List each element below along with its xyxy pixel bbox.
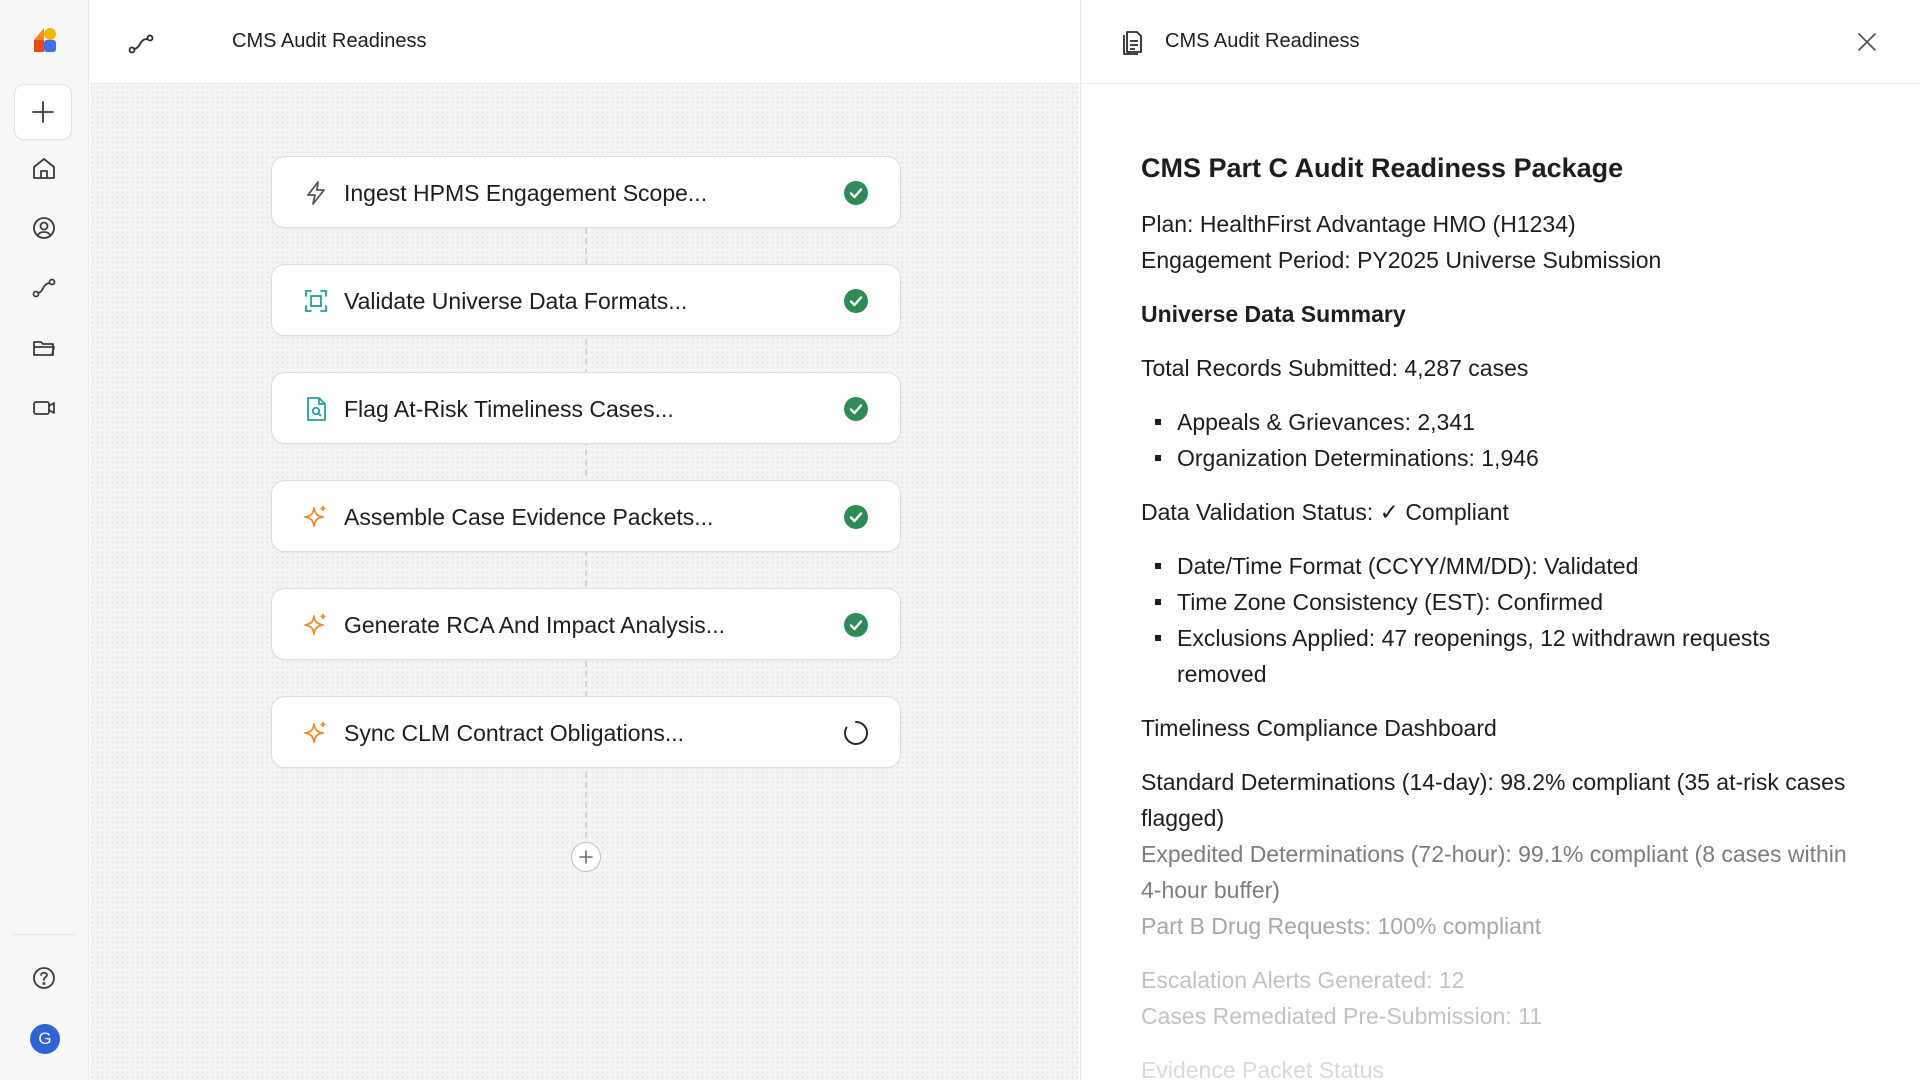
check-circle-icon — [842, 395, 870, 423]
step-label: Assemble Case Evidence Packets... — [344, 504, 714, 530]
sparkle-icon — [302, 719, 330, 747]
close-icon[interactable] — [1855, 30, 1879, 54]
validation-status-text: Data Validation Status: ✓ Compliant — [1141, 499, 1509, 525]
folder-icon — [30, 334, 58, 362]
check-circle-icon — [842, 503, 870, 531]
nav-home[interactable] — [20, 144, 68, 192]
user-avatar[interactable]: G — [30, 1024, 60, 1054]
scan-icon — [302, 287, 330, 315]
check-circle-icon — [842, 287, 870, 315]
workflow-icon — [30, 274, 58, 302]
step-label: Sync CLM Contract Obligations... — [344, 720, 685, 746]
dashboard-heading: Timeliness Compliance Dashboard — [1141, 715, 1497, 741]
universe-heading: Universe Data Summary — [1141, 301, 1406, 327]
standard-determinations-text: Standard Determinations (14-day): 98.2% compliant (35 at-risk cases flagged) — [1141, 769, 1846, 831]
list-item: Exclusions Applied: 47 reopenings, 12 withdrawn requests removed — [1141, 620, 1861, 692]
workflow-step[interactable] — [271, 588, 901, 660]
rail-divider — [13, 934, 75, 935]
bolt-icon — [302, 179, 330, 207]
panel-header — [1081, 0, 1920, 84]
add-step-button[interactable] — [571, 842, 601, 872]
list-item: Appeals & Grievances: 2,341 — [1141, 404, 1861, 440]
workflow-step[interactable] — [271, 480, 901, 552]
app-logo[interactable] — [28, 22, 62, 56]
check-circle-icon — [842, 611, 870, 639]
validation-list — [1141, 548, 1861, 692]
step-label: Flag At-Risk Timeliness Cases... — [344, 396, 674, 422]
help-button[interactable] — [20, 954, 68, 1002]
panel-title: CMS Audit Readiness — [1165, 30, 1360, 52]
panel-content — [1141, 150, 1861, 1080]
nav-workflows[interactable] — [20, 264, 68, 312]
total-records-text: Total Records Submitted: 4,287 cases — [1141, 355, 1529, 381]
nav-folders[interactable] — [20, 324, 68, 372]
plus-icon — [578, 849, 594, 865]
partb-text: Part B Drug Requests: 100% compliant — [1141, 913, 1542, 939]
left-rail — [0, 0, 89, 1080]
list-item: Time Zone Consistency (EST): Confirmed — [1141, 584, 1861, 620]
step-label: Ingest HPMS Engagement Scope... — [344, 180, 708, 206]
check-circle-icon — [842, 179, 870, 207]
detail-panel — [1080, 0, 1920, 1080]
nav-video[interactable] — [20, 384, 68, 432]
document-icon — [1119, 28, 1147, 56]
workflow-step[interactable] — [271, 264, 901, 336]
plus-icon — [29, 98, 57, 126]
workflow-step[interactable] — [271, 696, 901, 768]
evidence-status-text: Evidence Packet Status — [1141, 1057, 1384, 1080]
workflow-step[interactable] — [271, 372, 901, 444]
sparkle-icon — [302, 503, 330, 531]
workflow-canvas — [90, 0, 1079, 1080]
workflow-icon — [125, 28, 157, 60]
file-search-icon — [302, 395, 330, 423]
plan-text: Plan: HealthFirst Advantage HMO (H1234) — [1141, 211, 1576, 237]
expedited-determinations-text: Expedited Determinations (72-hour): 99.1% compliant (8 cases within 4-hour buffer) — [1141, 841, 1847, 903]
escalation-text: Escalation Alerts Generated: 12 — [1141, 967, 1465, 993]
step-label: Generate RCA And Impact Analysis... — [344, 612, 725, 638]
list-item: Date/Time Format (CCYY/MM/DD): Validated — [1141, 548, 1861, 584]
workflow-step[interactable] — [271, 156, 901, 228]
canvas-topbar — [90, 0, 1079, 84]
video-icon — [30, 394, 58, 422]
home-icon — [30, 154, 58, 182]
engagement-text: Engagement Period: PY2025 Universe Submission — [1141, 247, 1662, 273]
loading-spinner-icon — [842, 719, 870, 747]
record-list — [1141, 404, 1861, 476]
user-circle-icon — [30, 214, 58, 242]
new-button[interactable] — [14, 84, 72, 140]
step-label: Validate Universe Data Formats... — [344, 288, 688, 314]
canvas-title: CMS Audit Readiness — [232, 30, 427, 52]
nav-profile[interactable] — [20, 204, 68, 252]
report-heading: CMS Part C Audit Readiness Package — [1141, 153, 1624, 183]
remediated-text: Cases Remediated Pre-Submission: 11 — [1141, 1003, 1542, 1029]
list-item: Organization Determinations: 1,946 — [1141, 440, 1861, 476]
help-icon — [30, 964, 58, 992]
sparkle-icon — [302, 611, 330, 639]
